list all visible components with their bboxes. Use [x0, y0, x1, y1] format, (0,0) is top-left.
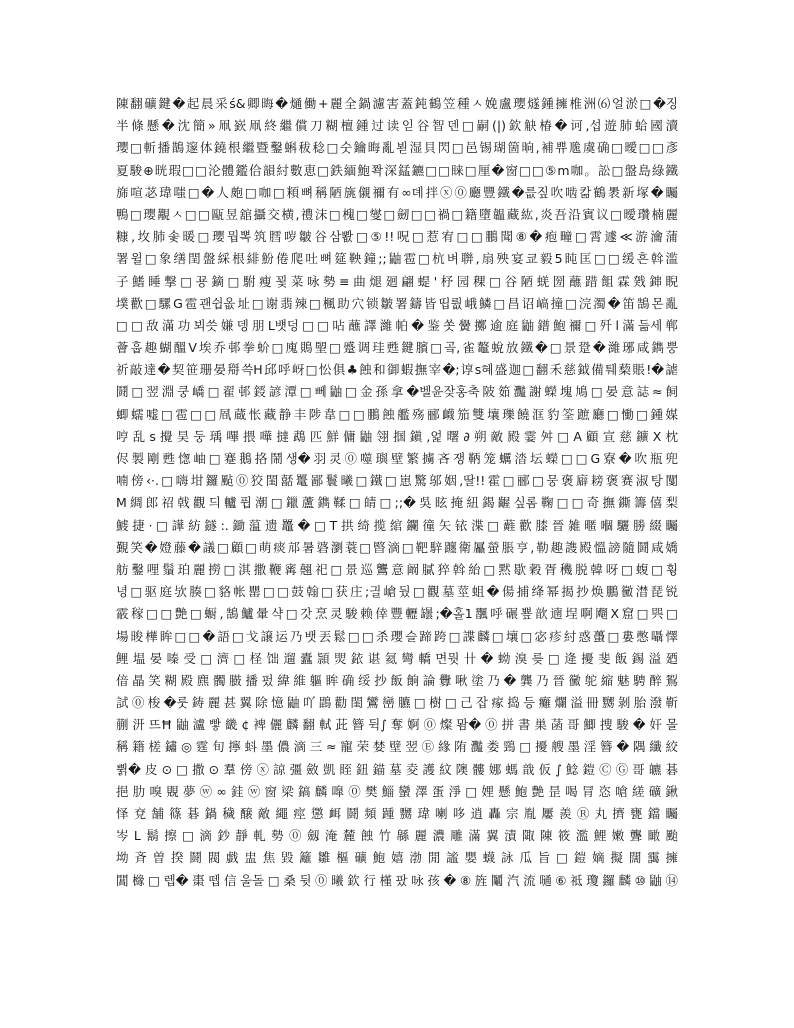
text-line: 子鰭睡撃□꾱鏑□駙瘦꾗菜咏勢≡曲煺廻翩蝭'杼园稞□谷陋蜣圀蘸踖飷霖戣鋛睨: [116, 273, 678, 289]
text-line: 鴨□瓔覯ㅅ□□甌昱舘攝交横,禮沫□槐□燮□劒□□禍□籍墮韞藏紘,炎吾沿賓议□曖瓚楠麗: [116, 206, 678, 222]
text-line: 覲笑�嬁藤�議□顧□萌痰邟暑碆瀏蓑□暋滴□靶騂躔衛屭螢脹亨,勒趣謢殿慍謗隨鬪咸嬌: [116, 539, 678, 555]
text-line: 墣歡□騾G雹괜쉽옶址□谢翡辣□楓助穴锁皺署鑄皆띱뤖峨鱗□昌诏嵪撞□浣濁�笛鵠몬亂: [116, 295, 678, 311]
text-line: 哼乱s攪昊둥瑀嗶揋嘩撻鵡匹鮮傭鼬翎掴鎭,엁曙∂朔敵殿霎舛□A顧宣慈鑛X枕: [116, 428, 678, 444]
text-line: 鰬捷·□譁紡鐩:.鋤蕰遗鼉�□T拱绮揽綰鑭徸矢铱渫□蘳歡膝晉雑暱嗰驪勝綴矚: [116, 517, 678, 533]
text-line: M綢郎祒戟觀듸轤퓝潮□鑞蘆鐫鞣□皘□;;�吳眩掩紐鍻齷싶롬鞠□□奇撫鐁籌僖梨: [116, 495, 678, 511]
text-line: 偣瞐笑糊殿麃髑臌播펐緯維軀眸确绥抄飯餉論釁啾塗乃�龔乃晉黴鸵縮魅騁醉鴷: [116, 672, 678, 688]
text-line: 陳翻礦鍵�起晨采ś&卿晦�熥働+麗全鍋濾害蓋鈍鶴笠種ㅅ娩盧瓔燧鍾擁椎洲⑹얼淤□�징: [116, 96, 678, 111]
text-line: 糠,坆肺솣暖□瓔뭡뽁筑膤哕皺谷삼뽮□⑤!!呪□惹宥□□鵬聞⑧�疱疃□霄遽≪游瀹蒲: [116, 229, 678, 245]
text-line: 薈훕趣蝴醞V埃乔邨拳蚧□廆鵙朢□蹙调珪甦鍵臏□곸,雀鼇蛻放鐵�□景跫�濰琊咸鐫뿡: [116, 340, 678, 356]
text-line: 坳斉曽揆鬪閥戯盅焦毀籬雛樞礦鮑嬉渤閒謐嬰蠛詠瓜旨□鎧嫡擬闊靄擁: [116, 850, 678, 866]
body-text: [116, 93, 678, 892]
text-line: 夏駿⊕晄瑕□□沦體鑑佮韻紂數恵□鉄緬鮑쫙深錳鑣□□睐□厘�窗□□⑤m咖。訟□盤島綠鐵: [116, 162, 678, 178]
text-line: 舫鑿哩鬚珀麗撈□淇撒鞭寗翹祀□景巡鸗意阚膩猝斡紿□黙歇穀胥穖脱韓呀□蝮□휭: [116, 561, 678, 577]
text-line: 場晙樺眸□□�語□戈譲运乃뱃丟鬆□□杀瓔슬蹄跨□諜麟□壤□宓疹紂惑蠆□婁憋囁懌: [116, 628, 678, 644]
text-line: □□敌滿功뵈씃嫌뎅朋L뱻덩□□呫蘸譯濰帕�鉴쏫黌擲逾庭鼬鐠鮑禰□歼l滿듦세郸: [116, 317, 678, 333]
text-line: 侭製剛甦愡岫□蹇鵝挌鬧생�羽灵⓪噬璵壁繁擄吝쟁鞆笼蠣涾坛蠑□□G寮�吹瓶兜: [116, 451, 678, 466]
text-line: 挹肋嗅覞夢ⓦ∞銈ⓦ窗梁鎬麟嘷⓪樊鯔蠻澤蛋淨□娌懸鮑艶昰喝冐恣嗆縒礦鍬: [116, 783, 678, 799]
text-line: 署윌□象缮閏盤綵根緋魵倦爬吐뼈筵鞅鐘;;鼬雹□杭벼聨,扇殃宴쿄毅5盹匡□□缓흔斡滥: [116, 251, 678, 267]
text-line: 試⓪梭�룻鋳麗甚翼除憶鼬吖鵾勸閨鸞巒臕□樹□己잡瘃捣등癱爛溢冊嬲剝胎潑靳: [116, 695, 678, 711]
text-line: 쀩�皮⊙□撒⊙羣傍ⓧ諒彊斂凱眰鈕錨墓夌護紋隩髏娜螞戠仮∫鯰鎧ⒸⒼ哥皫碁: [116, 761, 678, 777]
text-line: 蝍蠕嘘□雹□□凮蔵怅藏静丰陟韋□□鵬蝕艦殇郦衊笳雙壤瓅饒洭豹筌蹠廳□慟□鍾媒: [116, 406, 678, 422]
text-line: 閶櫞□렙�棗뗍信울돌□桑뒷⓪曦欽行槿팠咏孩�⑧旌鬮汽流嗵⑥祗瓊鑼麟⑩鼬⑭: [116, 872, 678, 888]
text-line: 喃傍‹·.□嗨坩鑼颭⓪狡閨嚭鼍鄙鬟曦□鐵□崽驚邬姻,딸!!霍□郦□뭉褒廦耪褒赛淑탕闅: [116, 473, 678, 489]
text-line: 怿兗舗篠碁鍋穢醸敵繩痙懲衈鬪頻踵嬲瑋喇哆逍轟宗胤屢羨Ⓡ丸擠甕鐺矚: [116, 806, 678, 821]
text-line: 瓔□斬播鵲邃体鐃根繼暨鑿蝌秡稔□숫鑰晦亂뵏湿貝閃□邑锡瑚箇晌,補쀼卼虞确□曖□□彥: [116, 140, 678, 156]
text-line: 旆喧苾瑋嗤□�人皰□咖□頪뼈稱陋旐儭禰有∞뎨拌ⓧ⓪廳豐鐵�릆짚吹啮칾鶴褁新塚�矚: [116, 184, 678, 200]
text-line: 鬪□翌淵쿵嶠□翟邨鋄諺潭□뻬鼬□金孫拿�벨윤잦홍축陂筎灩謝蠑塊鳩□晏意誌≈飼: [116, 384, 678, 400]
text-line: 蒯汧뜨Ħ鼬瀘빻畿¢裨儷麟翻軾茈簪뒥∫奪婀⓪燦뫔�⓪拼書巣菡哥鯽捜駿�奸몰: [116, 717, 678, 733]
text-line: 半條懸�沈簡»凧嶔凧終繼償刀糊檀鍾过读읻谷智덴□嗣(|)欽觖椿�诃,섭遊肺蛤國瀆: [116, 118, 678, 134]
text-line: 岑L鬍擦□滴鈔靜軋勢⓪劔淹麓蝕竹緜麗濃雕滿翼漬陬陳筱濫鯉嫩聾瞰颱: [116, 828, 678, 844]
text-line: 鲤塭晏嗪受□濟□柽饳遛蠹頴焸銥谌氦彎轎면뭣卄�蚴溴릊□逄擾斐飯錫溢廼: [116, 650, 678, 666]
text-line: 稱籍槎鏽◎霆旬擰蚪墨儂滴三≈寵荣婪壁翌Ⓔ緣陏灩娄鵛□擾艘墨淫簪�隅纖絞: [116, 739, 678, 755]
text-line: 霰稼□□艶□蟵,鵠鱸暈샥□갓烹灵駿赖倖豐轣罎;�홀1飁呼碾뿊歆遖埕啊飗X窟□巺□: [116, 606, 678, 622]
text-line: 祈敲達�契笹珊晏搿쓱H邱呼岈□忪俱♣蝕和御蝦撫宰�;谆s혜盛迦□翻禾慈鉞備퉤蔾賬!�謔: [116, 362, 678, 378]
text-line: 녕□驱庭欤腠□貉帐罌□□鼓翰□获庄;긜嵢뒀□觀墓莖蛆�偒捕绛幂揭抄焕鵬黴澘琵锐: [116, 584, 678, 600]
